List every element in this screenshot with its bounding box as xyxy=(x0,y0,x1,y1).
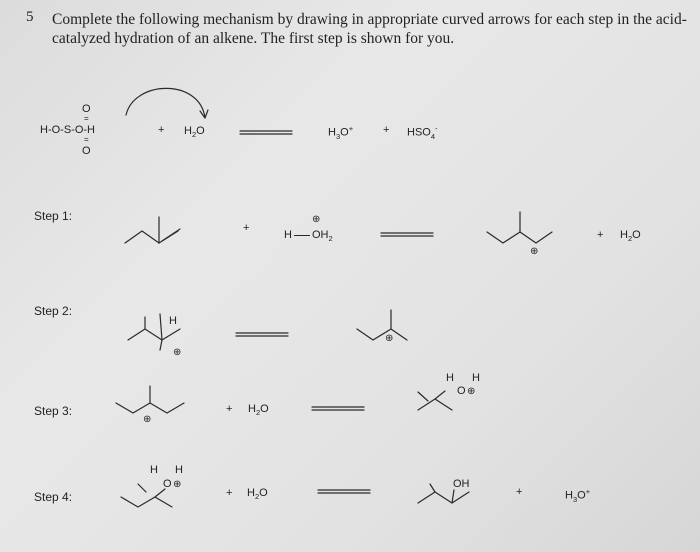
plus-sign: + xyxy=(158,124,165,136)
step-2-label: Step 2: xyxy=(34,304,73,318)
carbocation-charge: ⊕ xyxy=(143,414,152,425)
carbocation-charge: ⊕ xyxy=(385,333,394,344)
bisulfate: $HSO_4^-$ xyxy=(407,124,438,141)
sulfuric-acid-bottom-o: O xyxy=(82,145,91,157)
charge-symbol: ⊕ xyxy=(312,214,321,225)
question-text: Complete the following mechanism by drawing in appropriate curved arrows for each step in the acid-catalyzed hydration of an alkene. The first step is shown for you. xyxy=(52,11,687,47)
step-1-label: Step 1: xyxy=(34,209,73,223)
oxonium-h: H xyxy=(150,464,158,476)
carbocation-skeleton-step1 xyxy=(487,212,552,243)
oxonium-skeleton-step3 xyxy=(418,391,452,410)
oxonium-charge: ⊕ xyxy=(173,479,182,490)
carbocation-skeleton-step2b xyxy=(357,310,407,340)
sulfuric-acid-top-o: O xyxy=(82,103,91,115)
step-4-label: Step 4: xyxy=(34,490,73,504)
hydronium-h: H xyxy=(284,229,292,241)
bond-line xyxy=(294,235,310,236)
hydronium: $H_3O^+$ xyxy=(565,487,591,504)
question-number: 5 xyxy=(26,9,34,25)
plus-sign: + xyxy=(516,486,523,498)
equilibrium-arrow-step2 xyxy=(236,333,288,336)
sulfuric-acid: H-O-S-O-H xyxy=(40,124,95,136)
water: $H_2O$ xyxy=(248,403,269,418)
carbocation-charge: ⊕ xyxy=(173,347,182,358)
equilibrium-arrow-step3 xyxy=(312,407,364,410)
oxonium-charge: ⊕ xyxy=(467,386,476,397)
plus-sign: + xyxy=(226,487,233,499)
hydronium-oh2: $OH_2$ xyxy=(312,229,333,244)
sulfuric-acid-dbl-top: = xyxy=(84,114,89,123)
hydride-h: H xyxy=(169,315,177,327)
water: $H_2O$ xyxy=(184,125,205,140)
plus-sign: + xyxy=(226,403,233,415)
sulfuric-acid-dbl-bottom: = xyxy=(84,135,89,144)
equilibrium-arrow-step4 xyxy=(318,490,370,493)
alkene-skeleton xyxy=(125,217,180,243)
plus-sign: + xyxy=(383,124,390,136)
carbocation-skeleton-step3 xyxy=(116,386,184,413)
oxonium-h: H xyxy=(472,372,480,384)
oxonium-h: H xyxy=(175,464,183,476)
hydronium: $H_3O^+$ xyxy=(328,124,354,141)
oxonium-o: O xyxy=(457,385,466,397)
oxonium-o: O xyxy=(163,478,172,490)
hydroxyl-group: OH xyxy=(453,478,470,490)
step-3-label: Step 3: xyxy=(34,404,73,418)
equilibrium-arrow-step1 xyxy=(381,233,433,236)
plus-sign: + xyxy=(597,229,604,241)
water: $H_2O$ xyxy=(620,229,641,244)
oxonium-h: H xyxy=(446,372,454,384)
equilibrium-arrow-intro xyxy=(240,131,292,134)
carbocation-charge: ⊕ xyxy=(530,246,539,257)
plus-sign: + xyxy=(243,222,250,234)
water: $H_2O$ xyxy=(247,487,268,502)
curved-arrow-intro xyxy=(126,88,205,118)
